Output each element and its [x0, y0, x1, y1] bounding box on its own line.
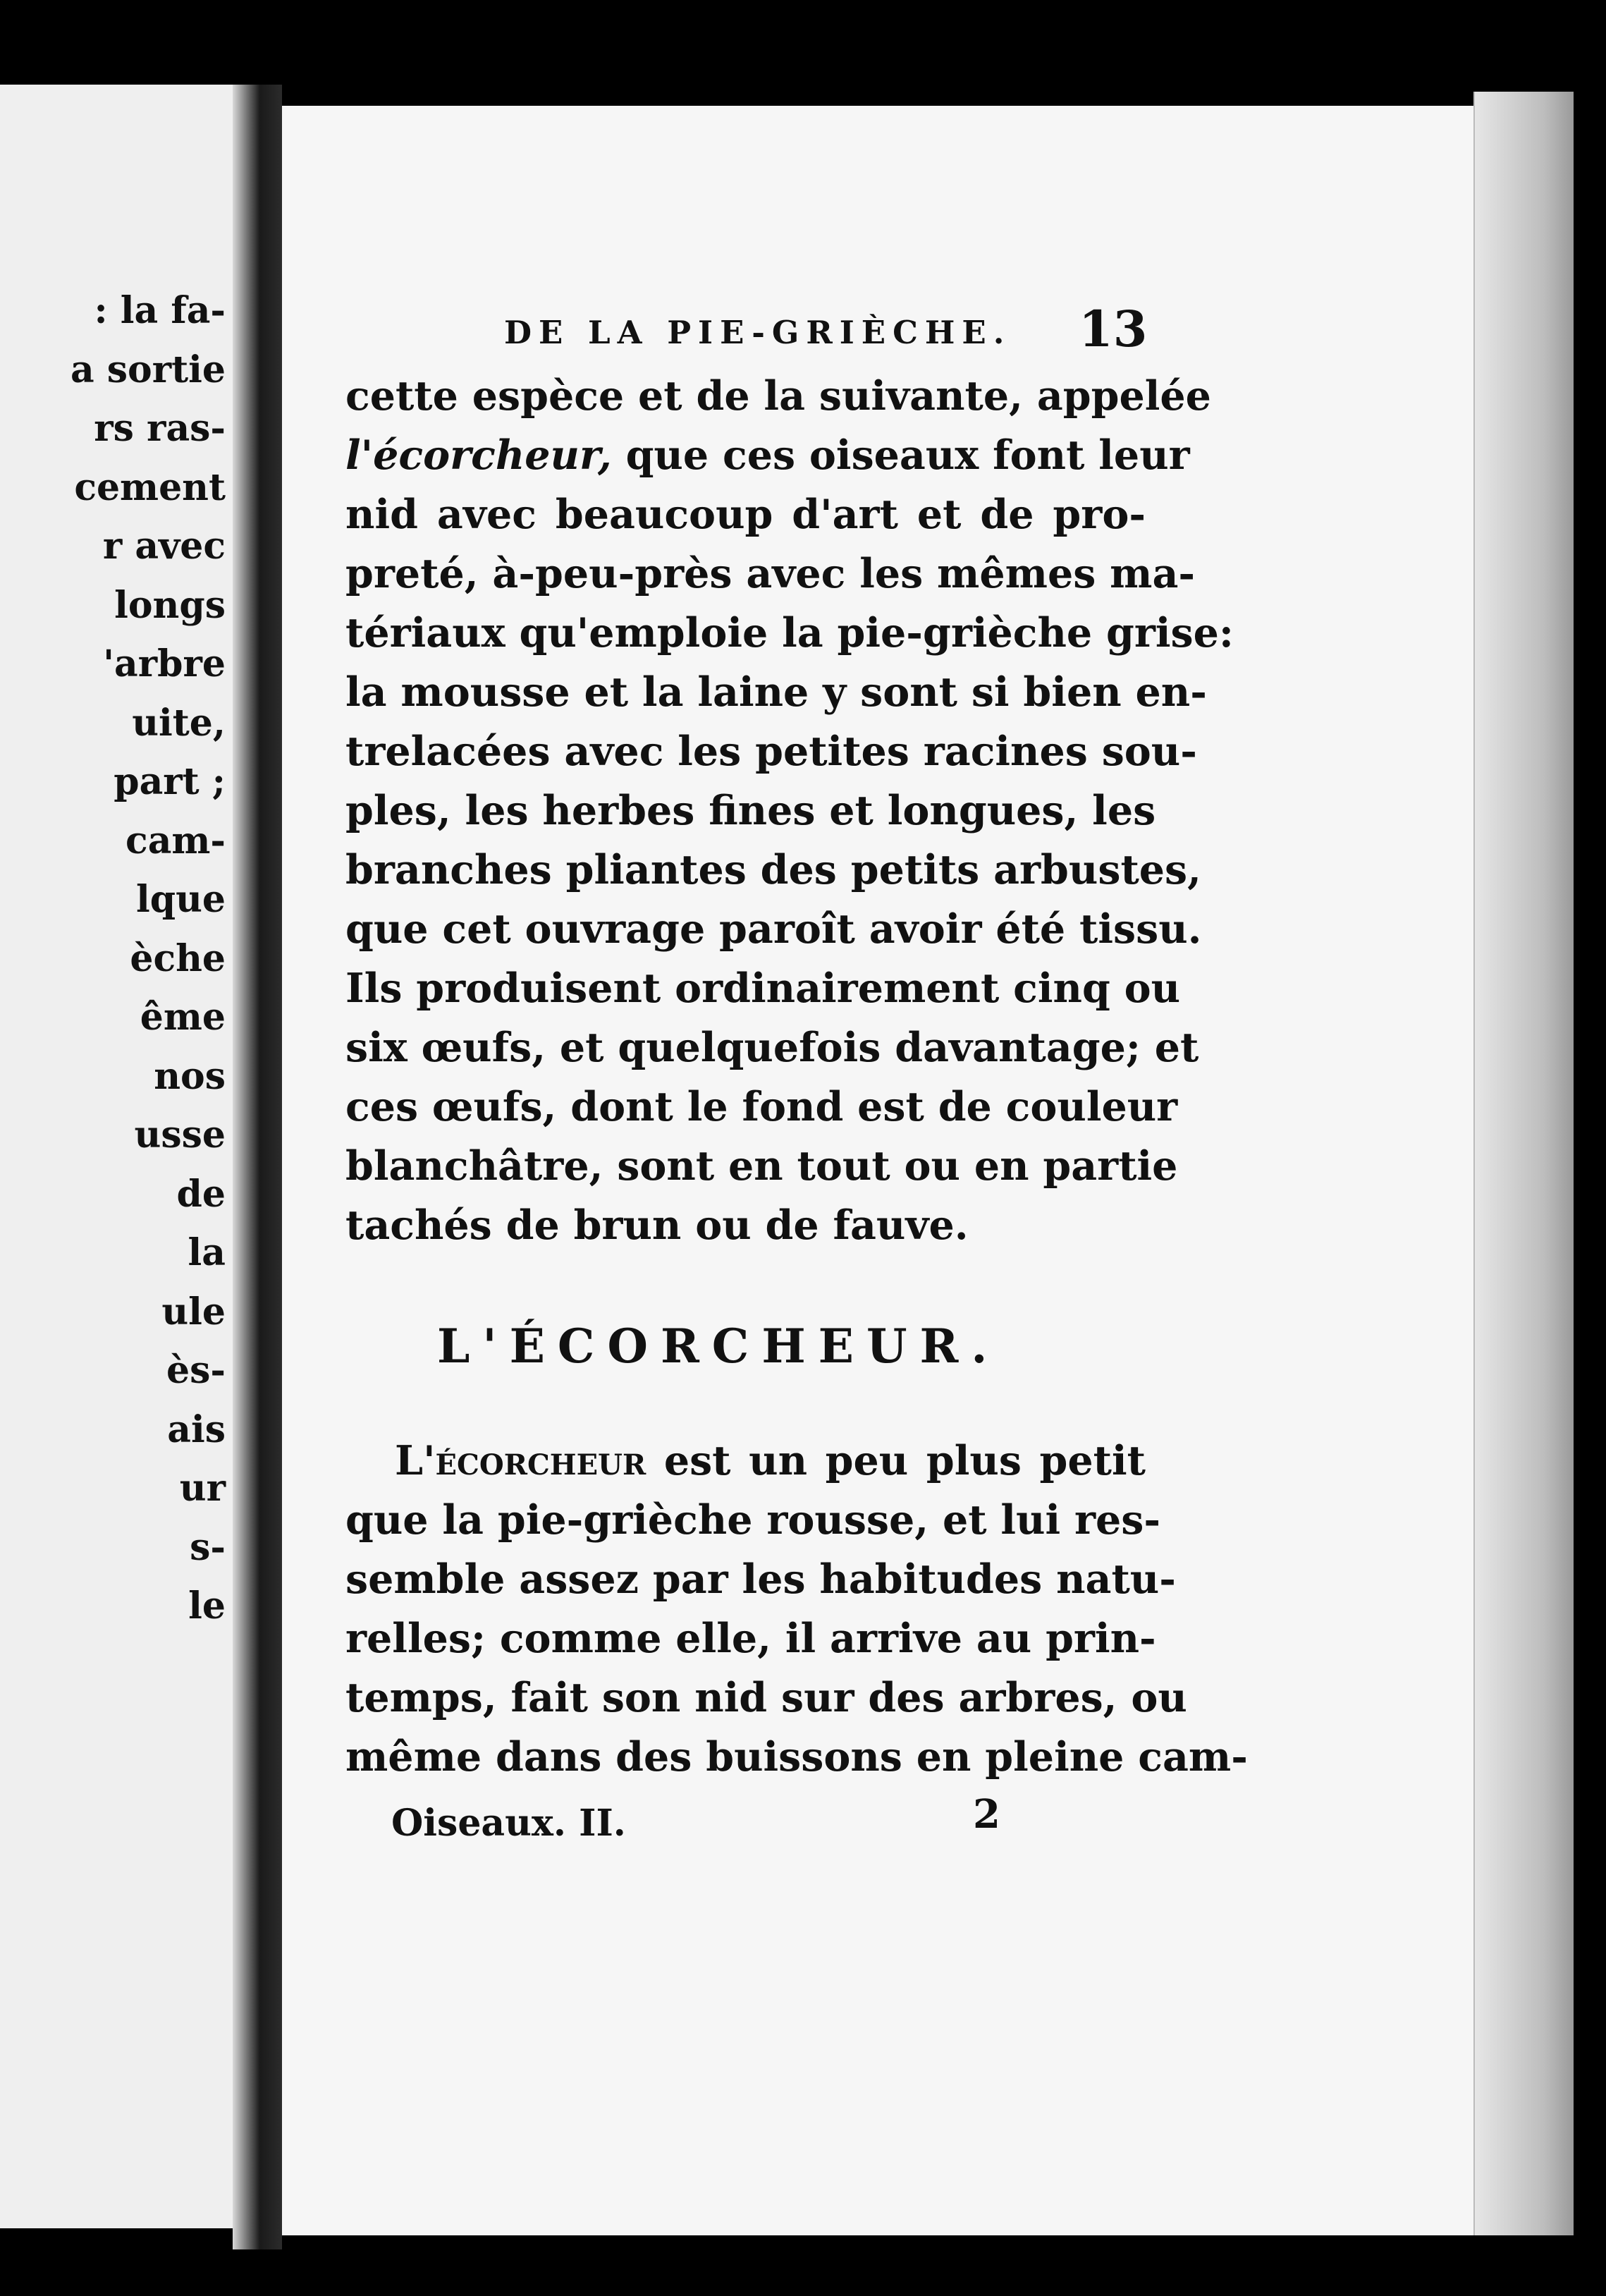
section-title: L'ÉCORCHEUR.	[437, 1319, 1000, 1374]
left-page-fragment: le	[188, 1584, 226, 1628]
text-line: Ils produisent ordinairement cinq ou	[345, 965, 1181, 1012]
text-line-rest: est un peu plus petit	[663, 1437, 1146, 1484]
running-head: DE LA PIE-GRIÈCHE.	[504, 314, 1012, 351]
text-line: nid avec beaucoup d'art et de pro-	[345, 491, 1146, 538]
text-line: ces œufs, dont le fond est de couleur	[345, 1083, 1178, 1130]
text-line: trelacées avec les petites racines sou-	[345, 728, 1197, 775]
text-line	[345, 426, 1190, 485]
left-page-fragment: èche	[130, 936, 226, 980]
signature-mark: 2	[973, 1791, 1000, 1838]
left-page-fragment: longs	[114, 583, 226, 627]
paragraph-1	[345, 367, 1234, 1255]
left-page-fragment: rs ras-	[94, 407, 226, 450]
left-page-fragment: lque	[135, 878, 226, 921]
text-line: même dans des buissons en pleine cam-	[345, 1733, 1248, 1781]
left-page-fragment: : la fa-	[94, 289, 226, 332]
left-page-fragment: 'arbre	[103, 642, 226, 685]
signature: Oiseaux. II.	[391, 1802, 626, 1845]
text-line: que cet ouvrage paroît avoir été tissu.	[345, 905, 1202, 953]
left-page-fragment: a sortie	[70, 348, 226, 391]
left-page-fragment: usse	[134, 1113, 226, 1156]
left-page-fragment: ême	[140, 996, 226, 1039]
left-page-fragment: la	[188, 1231, 226, 1274]
page-number: 13	[1079, 300, 1148, 358]
left-page-fragment: nos	[154, 1054, 226, 1098]
left-page-fragment: ule	[161, 1290, 226, 1333]
left-page	[0, 85, 271, 2228]
book-gutter	[233, 85, 282, 2249]
lead-term: L'écorcheur	[395, 1437, 646, 1484]
text-line: relles; comme elle, il arrive au prin-	[345, 1615, 1156, 1662]
text-line: ples, les herbes fines et longues, les	[345, 787, 1156, 834]
text-line-rest: que ces oiseaux font leur	[625, 432, 1190, 479]
left-page-fragment: de	[176, 1172, 226, 1216]
left-page-fragment: cam-	[125, 819, 226, 862]
left-page-fragment: ais	[167, 1407, 226, 1451]
left-page-fragment: ès-	[166, 1349, 226, 1392]
left-page-fragment: uite,	[132, 701, 226, 745]
paragraph-2	[345, 1431, 1248, 1787]
text-line: branches pliantes des petits arbustes,	[345, 846, 1201, 893]
left-page-fragment: s-	[190, 1525, 226, 1569]
italic-term: l'écorcheur,	[345, 432, 612, 479]
text-line: blanchâtre, sont en tout ou en partie	[345, 1142, 1178, 1190]
text-line: six œufs, et quelquefois davantage; et	[345, 1024, 1199, 1071]
left-page-fragment: r avec	[102, 525, 226, 568]
text-line: tériaux qu'emploie la pie-grièche grise:	[345, 609, 1234, 657]
left-page-fragment: part ;	[114, 760, 226, 803]
text-line: que la pie-grièche rousse, et lui res-	[345, 1496, 1161, 1544]
text-line	[345, 1431, 1146, 1491]
text-line: cette espèce et de la suivante, appelée	[345, 372, 1211, 420]
text-line: la mousse et la laine y sont si bien en-	[345, 668, 1207, 716]
page-edge	[1473, 92, 1574, 2235]
text-line: temps, fait son nid sur des arbres, ou	[345, 1674, 1187, 1721]
text-line: semble assez par les habitudes natu-	[345, 1556, 1176, 1603]
left-page-fragment: ur	[179, 1467, 226, 1510]
left-page-fragment: cement	[74, 465, 226, 509]
text-line: preté, à-peu-près avec les mêmes ma-	[345, 550, 1196, 597]
text-line: tachés de brun ou de fauve.	[345, 1202, 969, 1249]
